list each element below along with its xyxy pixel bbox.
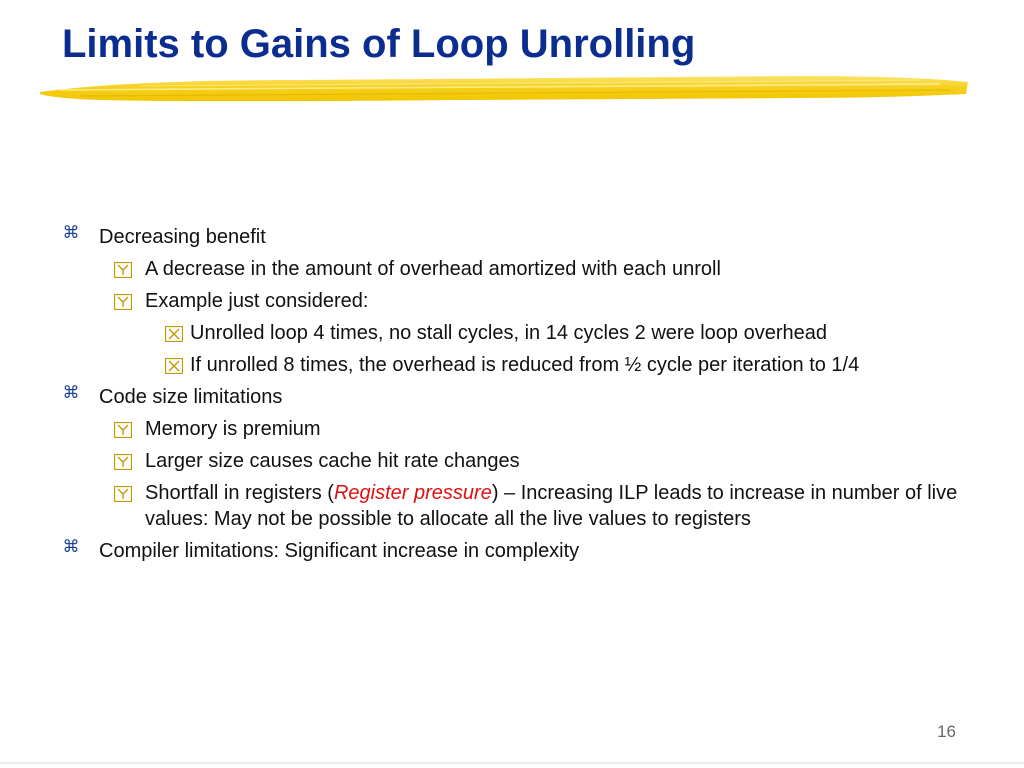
yellow-brush-stroke [40, 70, 968, 110]
checkbox-y-icon [114, 453, 132, 471]
checkbox-y-icon [114, 421, 132, 439]
checkbox-x-icon [165, 325, 183, 343]
slide-title: Limits to Gains of Loop Unrolling [62, 22, 696, 66]
bottom-divider [0, 762, 1024, 764]
subbullet-memory-premium: Memory is premium [62, 416, 962, 442]
checkbox-y-icon [114, 293, 132, 311]
bullet-list [62, 218, 962, 564]
checkbox-y-icon [114, 261, 132, 279]
subbullet-register-shortfall: Shortfall in registers (Register pressure) – Increasing ILP leads to increase in number of live values: May not be possible to allocate all the live values to registers [62, 480, 962, 532]
command-key-icon: ⌘ [62, 223, 80, 243]
bullet-code-size: ⌘ Code size limitations [62, 383, 283, 408]
subsubbullet-unrolled-4: Unrolled loop 4 times, no stall cycles, in 14 cycles 2 were loop overhead [62, 320, 962, 346]
subbullet-example: Example just considered: [62, 288, 962, 314]
checkbox-y-icon [114, 485, 132, 503]
subbullet-overhead-amortized: A decrease in the amount of overhead amortized with each unroll [62, 256, 962, 282]
subsubbullet-unrolled-8: If unrolled 8 times, the overhead is reduced from ½ cycle per iteration to 1/4 [62, 352, 962, 378]
subbullet-cache-hit-rate: Larger size causes cache hit rate changes [62, 448, 962, 474]
slide-number: 16 [937, 722, 956, 741]
command-key-icon: ⌘ [62, 383, 80, 403]
bullet-compiler-limitations: ⌘ Compiler limitations: Significant increase in complexity [62, 537, 580, 562]
checkbox-x-icon [165, 357, 183, 375]
register-pressure-emphasis: Register pressure [333, 482, 492, 504]
bullet-decreasing-benefit: ⌘ Decreasing benefit [62, 223, 266, 248]
command-key-icon: ⌘ [62, 537, 80, 557]
